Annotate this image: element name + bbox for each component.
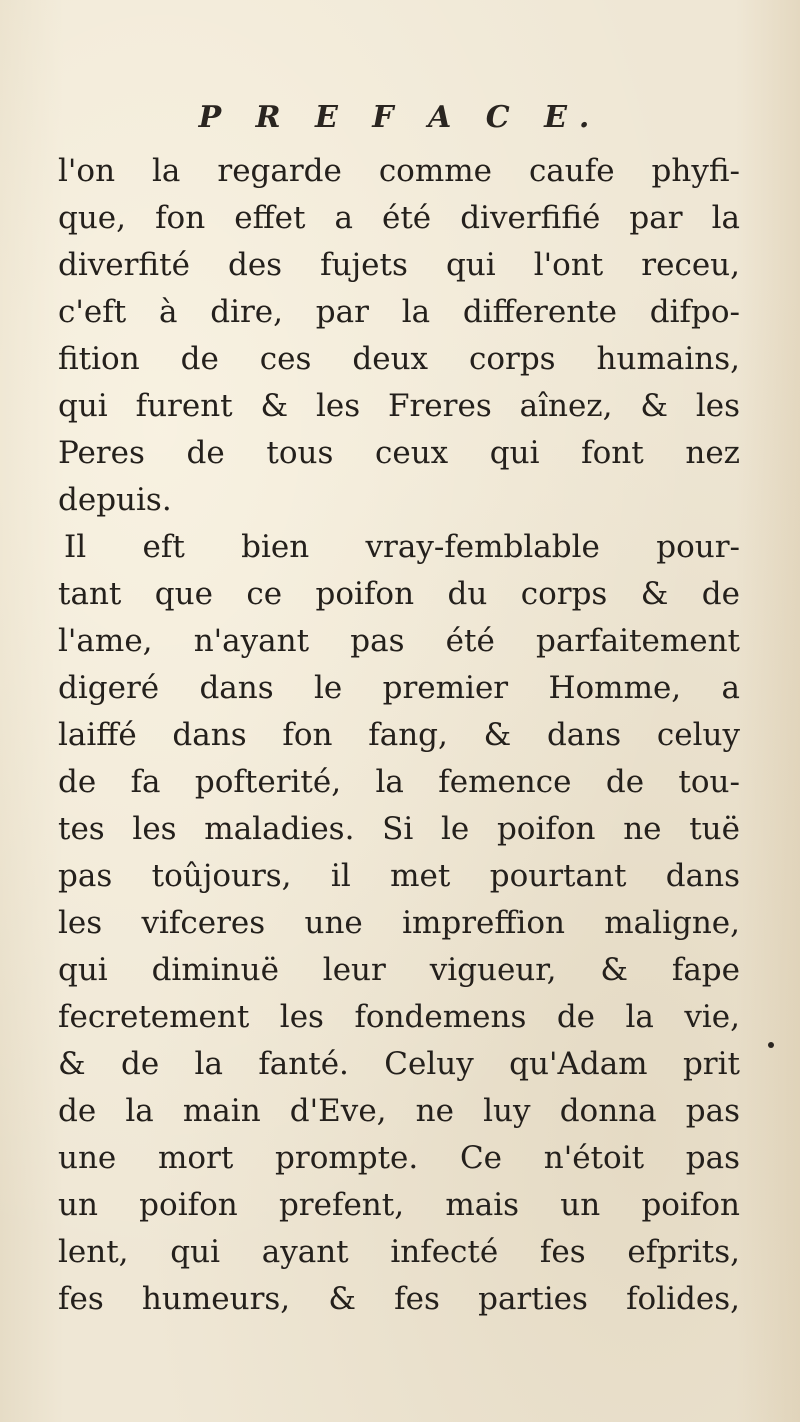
text-line: que, fon effet a été diverfifié par la <box>58 200 740 236</box>
text-line: un poifon prefent, mais un poifon <box>58 1187 740 1223</box>
text-line: tant que ce poifon du corps & de <box>58 576 740 612</box>
text-line: fition de ces deux corps humains, <box>58 341 740 377</box>
text-line: Peres de tous ceux qui font nez <box>58 435 740 471</box>
paragraph-start-line: Il eft bien vray-femblable pour- <box>64 529 740 565</box>
text-line: les vifceres une impreffion maligne, <box>58 905 740 941</box>
text-line: diverfité des fujets qui l'ont receu, <box>58 247 740 283</box>
text-line: l'ame, n'ayant pas été parfaitement <box>58 623 740 659</box>
running-head: P R E F A C E. <box>198 100 602 135</box>
text-line: qui diminuë leur vigueur, & fape <box>58 952 740 988</box>
text-line: l'on la regarde comme caufe phyfi- <box>58 153 740 189</box>
text-line: lent, qui ayant infecté fes efprits, <box>58 1234 740 1270</box>
text-line: qui furent & les Freres aînez, & les <box>58 388 740 424</box>
text-line: laiffé dans fon fang, & dans celuy <box>58 717 740 753</box>
text-line: de la main d'Eve, ne luy donna pas <box>58 1093 740 1129</box>
body-text <box>58 148 740 1323</box>
text-line: tes les maladies. Si le poifon ne tuë <box>58 811 740 847</box>
text-line: depuis. <box>58 482 172 518</box>
text-line: c'eft à dire, par la differente difpo- <box>58 294 740 330</box>
text-line: fes humeurs, & fes parties folides, <box>58 1281 740 1317</box>
text-line: une mort prompte. Ce n'étoit pas <box>58 1140 740 1176</box>
ink-speck <box>768 1042 774 1048</box>
text-line: digeré dans le premier Homme, a <box>58 670 740 706</box>
text-line: pas toûjours, il met pourtant dans <box>58 858 740 894</box>
text-line: fecretement les fondemens de la vie, <box>58 999 740 1035</box>
text-line: de fa pofterité, la femence de tou- <box>58 764 740 800</box>
text-line: & de la fanté. Celuy qu'Adam prit <box>58 1046 740 1082</box>
